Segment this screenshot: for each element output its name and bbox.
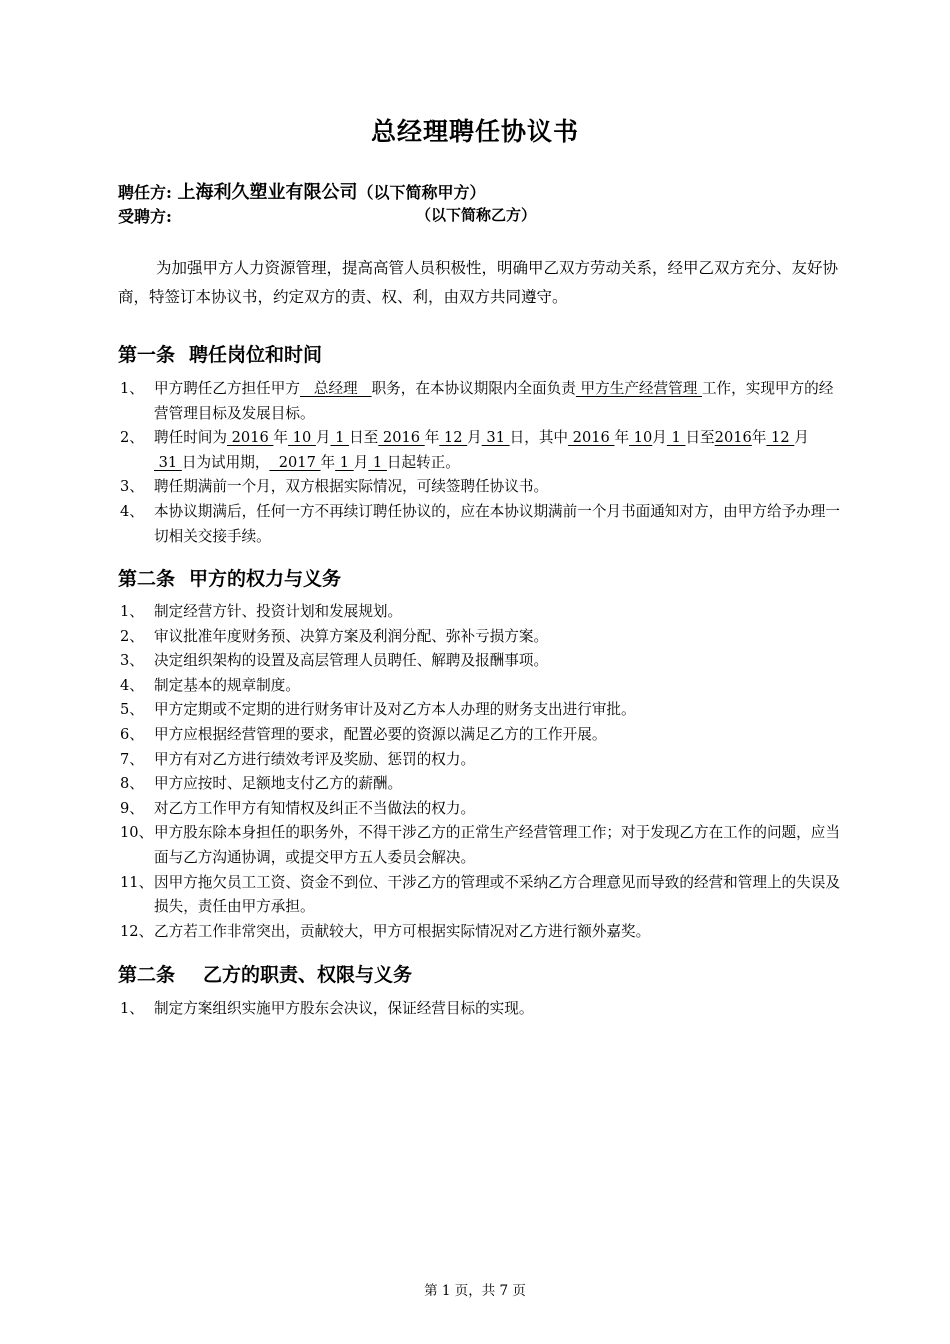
document-title: 总经理聘任协议书 bbox=[370, 117, 579, 146]
date-field: 1 bbox=[330, 429, 350, 447]
date-field: 2017 bbox=[269, 453, 321, 471]
list-item: 1、 制定经营方针、投资计划和发展规划。 bbox=[120, 603, 403, 620]
section-3-heading: 乙方的职责、权限与义务 bbox=[203, 964, 413, 986]
position-field: 总经理 bbox=[299, 380, 372, 397]
date-field: 10 bbox=[288, 429, 316, 447]
section-1-heading: 聘任岗位和时间 bbox=[189, 344, 323, 366]
list-item: 1、 甲方聘任乙方担任甲方 总经理 职务，在本协议期限内全面负责 甲方生产经营管理 工作，实现甲方的经营管理目标及发展目标。 bbox=[120, 380, 834, 422]
list-item: 1、 制定方案组织实施甲方股东会决议，保证经营目标的实现。 bbox=[120, 1000, 534, 1017]
section-2-number: 第二条 bbox=[118, 568, 176, 590]
list-item: 10、 甲方股东除本身担任的职务外，不得干涉乙方的正常生产经营管理工作；对于发现乙方在工作的问题，应当面与乙方沟通协调，或提交甲方五人委员会解决。 bbox=[120, 824, 840, 866]
section-2-title bbox=[118, 564, 341, 591]
date-field: 2016 bbox=[378, 429, 425, 447]
date-field: 12 bbox=[439, 429, 468, 447]
section-3-number: 第二条 bbox=[118, 964, 176, 986]
employer-line bbox=[118, 178, 486, 204]
section-1-number: 第一条 bbox=[118, 344, 176, 366]
employee-label: 受聘方: bbox=[118, 207, 172, 226]
employer-label: 聘任方: bbox=[118, 183, 172, 202]
list-item: 7、 甲方有对乙方进行绩效考评及奖励、惩罚的权力。 bbox=[120, 750, 476, 768]
list-item: 11、 因甲方拖欠员工工资、资金不到位、干涉乙方的管理或不采纳乙方合理意见而导致的经营和管理上的失误及损失，责任由甲方承担。 bbox=[120, 873, 840, 916]
list-item: 9、 对乙方工作甲方有知情权及纠正不当做法的权力。 bbox=[120, 799, 476, 817]
list-item: 4、 本协议期满后，任何一方不再续订聘任协议的，应在本协议期满前一个月书面通知对方，由甲方给予办理一切相关交接手续。 bbox=[120, 502, 840, 545]
employer-company: 上海利久塑业有限公司 bbox=[177, 182, 358, 203]
date-field: 1 bbox=[368, 453, 387, 471]
list-item: 3、 聘任期满前一个月，双方根据实际情况，可续签聘任协议书。 bbox=[120, 478, 549, 496]
date-field: 31 bbox=[154, 453, 182, 471]
scope-field: 甲方生产经营管理 bbox=[575, 380, 702, 397]
list-item: 12、 乙方若工作非常突出，贡献较大，甲方可根据实际情况对乙方进行额外嘉奖。 bbox=[120, 922, 651, 940]
date-field: 1 bbox=[666, 429, 686, 447]
list-item: 5、 甲方定期或不定期的进行财务审计及对乙方本人办理的财务支出进行审批。 bbox=[120, 701, 636, 719]
intro-paragraph: 为加强甲方人力资源管理，提高高管人员积极性，明确甲乙双方劳动关系，经甲乙双方充分、友好协商，特签订本协议书，约定双方的责、权、利，由双方共同遵守。 bbox=[118, 259, 839, 306]
section-1-list bbox=[120, 377, 840, 549]
list-item: 8、 甲方应按时、足额地支付乙方的薪酬。 bbox=[120, 775, 403, 793]
section-1-title bbox=[118, 340, 322, 367]
date-field: 2016 bbox=[226, 429, 274, 447]
date-field: 10 bbox=[629, 429, 653, 447]
date-field: 12 bbox=[766, 429, 795, 447]
list-item: 3、 决定组织架构的设置及高层管理人员聘任、解聘及报酬事项。 bbox=[120, 652, 549, 670]
list-item: 2、 聘任时间为 2016 年 10 月 1 日至 2016 年 12 月 31 日，其中 2016 年 10月 1 日至2016年 12 月 31 日为试用期， 2017 年 1 月 1 日起转正。 bbox=[120, 429, 809, 471]
employee-abbr: （以下简称乙方） bbox=[416, 206, 537, 224]
date-field: 2016 bbox=[714, 429, 752, 447]
employer-abbr: （以下简称甲方） bbox=[357, 183, 486, 202]
section-3-title bbox=[118, 960, 412, 987]
section-3-list bbox=[120, 997, 840, 1022]
page-footer: 第 1 页，共 7 页 bbox=[424, 1283, 526, 1299]
section-2-list bbox=[120, 600, 840, 944]
employee-line bbox=[118, 204, 537, 227]
list-item: 2、 审议批准年度财务预、决算方案及利润分配、弥补亏损方案。 bbox=[120, 627, 549, 645]
list-item: 6、 甲方应根据经营管理的要求，配置必要的资源以满足乙方的工作开展。 bbox=[120, 725, 607, 743]
date-field: 1 bbox=[335, 453, 354, 471]
section-2-heading: 甲方的权力与义务 bbox=[189, 568, 342, 590]
date-field: 31 bbox=[481, 429, 510, 447]
date-field: 2016 bbox=[568, 429, 615, 447]
list-item: 4、 制定基本的规章制度。 bbox=[120, 676, 300, 694]
